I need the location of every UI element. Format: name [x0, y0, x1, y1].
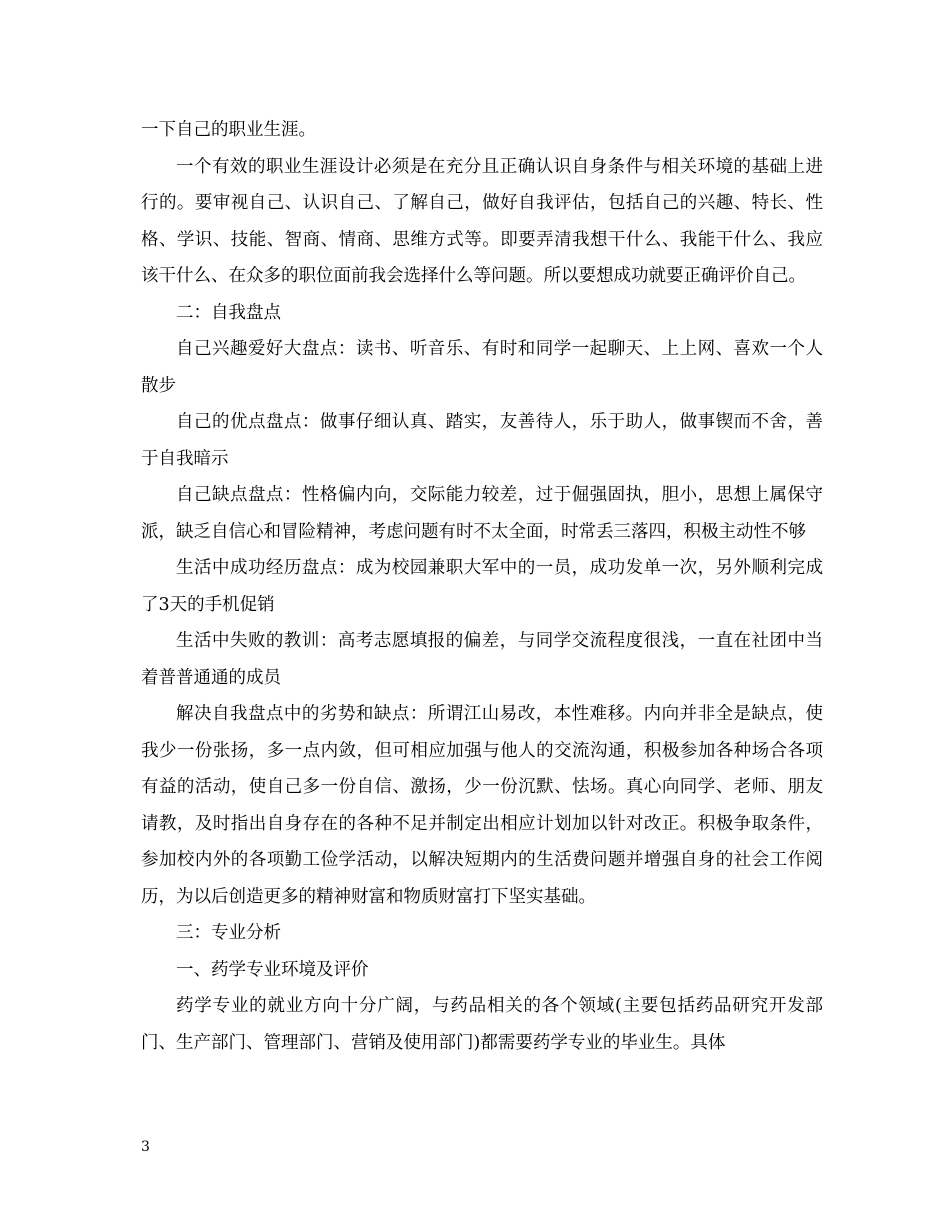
section-heading-self-inventory: 二：自我盘点 [176, 302, 281, 323]
paragraph-pharmacy-employment: 药学专业的就业方向十分广阔，与药品相关的各个领域(主要包括药品研究开发部门、生产部门、管理部门、营销及使用部门)都需要药学专业的毕业生。具体 [141, 996, 823, 1053]
page-number: 3 [141, 1139, 150, 1155]
subsection-heading-pharmacy: 一、药学专业环境及评价 [176, 959, 369, 980]
section-heading-major-analysis: 三：专业分析 [176, 923, 281, 943]
paragraph-2: 一个有效的职业生涯设计必须是在充分且正确认识自身条件与相关环境的基础上进行的。要审视自己、认识自己、了解自己，做好自我评估，包括自己的兴趣、特长、性格、学识、技能、智商、情商、思维方式等。即要弄清我想干什么、我能干什么、我应该干什么、在众多的职位面前我会选择什么等问题。所以要想成功就要正确评价自己。 [141, 156, 823, 286]
paragraph-weaknesses: 自己缺点盘点：性格偏内向，交际能力较差，过于倔强固执，胆小，思想上属保守派，缺乏自信心和冒险精神，考虑问题有时不太全面，时常丢三落四，积极主动性不够 [141, 485, 823, 542]
paragraph-failures: 生活中失败的教训：高考志愿填报的偏差，与同学交流程度很浅，一直在社团中当着普普通通的成员 [141, 631, 823, 688]
paragraph-successes: 生活中成功经历盘点：成为校园兼职大军中的一员，成功发单一次，另外顺利完成了3天的手机促销 [141, 558, 823, 615]
document-body [141, 112, 823, 1061]
paragraph-interests: 自己兴趣爱好大盘点：读书、听音乐、有时和同学一起聊天、上上网、喜欢一个人散步 [141, 339, 823, 396]
paragraph-solutions: 解决自我盘点中的劣势和缺点：所谓江山易改，本性难移。内向并非全是缺点，使我少一份张扬，多一点内敛，但可相应加强与他人的交流沟通，积极参加各种场合各项有益的活动，使自己多一份自信、激扬，少一份沉默、怯场。真心向同学、老师、朋友请教，及时指出自身存在的各种不足并制定出相应计划加以针对改正。积极争取条件，参加校内外的各项勤工俭学活动，以解决短期内的生活费问题并增强自身的社会工作阅历，为以后创造更多的精神财富和物质财富打下坚实基础。 [141, 704, 823, 907]
paragraph-1: 一下自己的职业生涯。 [141, 120, 316, 140]
paragraph-strengths: 自己的优点盘点：做事仔细认真、踏实，友善待人，乐于助人，做事锲而不舍，善于自我暗示 [141, 412, 823, 469]
